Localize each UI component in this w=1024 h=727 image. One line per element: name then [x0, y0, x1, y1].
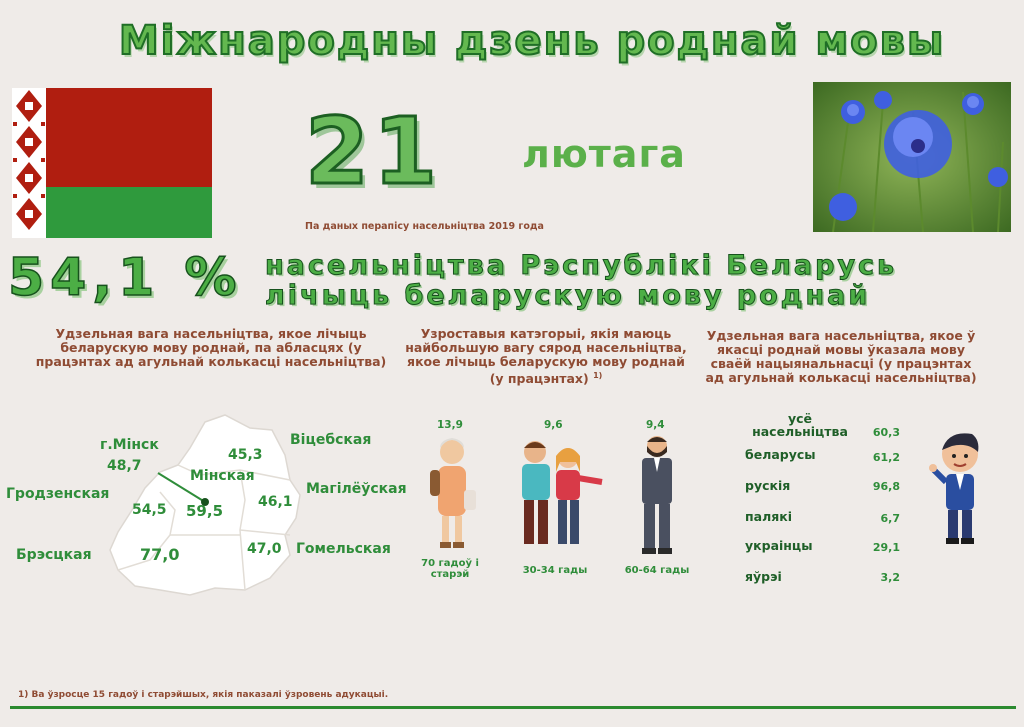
region-label-minsk: Мінская: [190, 468, 255, 484]
census-note: Па даных перапісу насельніцтва 2019 года: [305, 221, 544, 232]
region-label-gomel: Гомельская: [296, 541, 391, 557]
headline-line-2: лічыць беларускую мову роднай: [265, 280, 871, 311]
regions-header: Удзельная вага насельніцтва, якое лічыць беларускую мову роднай, па абласцях (у працэнтах ад агульнай колькасці насельніцтва): [35, 326, 387, 369]
cartoon-man-icon: [928, 430, 988, 548]
age-label-60-64: 60-64 гады: [624, 565, 690, 576]
nationality-value-jews: 3,2: [880, 571, 900, 584]
nationality-label-poles: палякі: [745, 509, 793, 524]
region-value-vitebsk: 45,3: [228, 447, 263, 463]
nationality-value-belarusians: 61,2: [872, 451, 900, 464]
nationality-label-total: усё насельніцтва: [752, 411, 848, 439]
ages-header-text: Узроставыя катэгорыі, якія маюць найбольшую вагу сярод насельніцтва, якое лічыць беларускую мову роднай (у працэнтах): [405, 326, 687, 387]
cornflower-photo: [813, 82, 1011, 232]
man-in-suit-icon: [632, 432, 682, 557]
ages-header: [405, 327, 687, 386]
nationality-value-russians: 96,8: [872, 480, 900, 493]
bottom-rule: [10, 706, 1016, 709]
age-label-30-34: 30-34 гады: [522, 565, 588, 576]
young-couple-icon: [510, 436, 605, 551]
region-value-brest: 77,0: [140, 545, 180, 564]
age-value-30-34: 9,6: [544, 419, 563, 431]
age-value-70plus: 13,9: [437, 419, 463, 431]
headline-percent: 54,1 %: [8, 248, 243, 308]
headline-line-1: насельніцтва Рэспублікі Беларусь: [265, 250, 898, 281]
nationality-label-russians: рускія: [745, 478, 791, 493]
region-label-vitebsk: Віцебская: [290, 432, 372, 448]
region-label-brest: Брэсцкая: [16, 547, 92, 563]
age-label-70plus: 70 гадоў і старэй: [421, 558, 479, 580]
region-label-mogilev: Магілёўская: [306, 481, 407, 497]
nationality-value-ukrainians: 29,1: [872, 541, 900, 554]
nationality-label-belarusians: беларусы: [745, 447, 816, 462]
date-day: 21: [305, 98, 442, 205]
nationality-value-poles: 6,7: [880, 512, 900, 525]
region-value-minsk: 59,5: [186, 502, 224, 520]
age-value-60-64: 9,4: [646, 419, 665, 431]
ages-header-note: 1): [593, 371, 603, 380]
region-label-grodno: Гродзенская: [6, 486, 110, 502]
date-month: лютага: [522, 132, 686, 176]
footnote: 1) Ва ўзросце 15 гадоў і старэйшых, якія паказалі ўзровень адукацыі.: [18, 690, 389, 700]
region-value-grodno: 54,5: [132, 502, 167, 518]
region-value-gomel: 47,0: [247, 541, 282, 557]
nationality-value-total: 60,3: [872, 426, 900, 439]
elderly-woman-icon: [420, 430, 480, 555]
region-label-minsk-city: г.Мінск: [100, 437, 159, 453]
region-value-mogilev: 46,1: [258, 494, 293, 510]
nationality-label-ukrainians: украінцы: [745, 538, 813, 553]
nationality-label-jews: яўрэі: [745, 569, 782, 584]
region-value-minsk-city: 48,7: [107, 458, 142, 474]
page-title: Міжнародны дзень роднай мовы: [118, 18, 946, 64]
nationalities-header: Удзельная вага насельніцтва, якое ў якасці роднай мовы ўказала мову сваёй нацыянальнасці (у працэнтах ад агульнай колькасці насельніцтва): [705, 328, 977, 385]
minsk-pointer: [0, 0, 420, 727]
